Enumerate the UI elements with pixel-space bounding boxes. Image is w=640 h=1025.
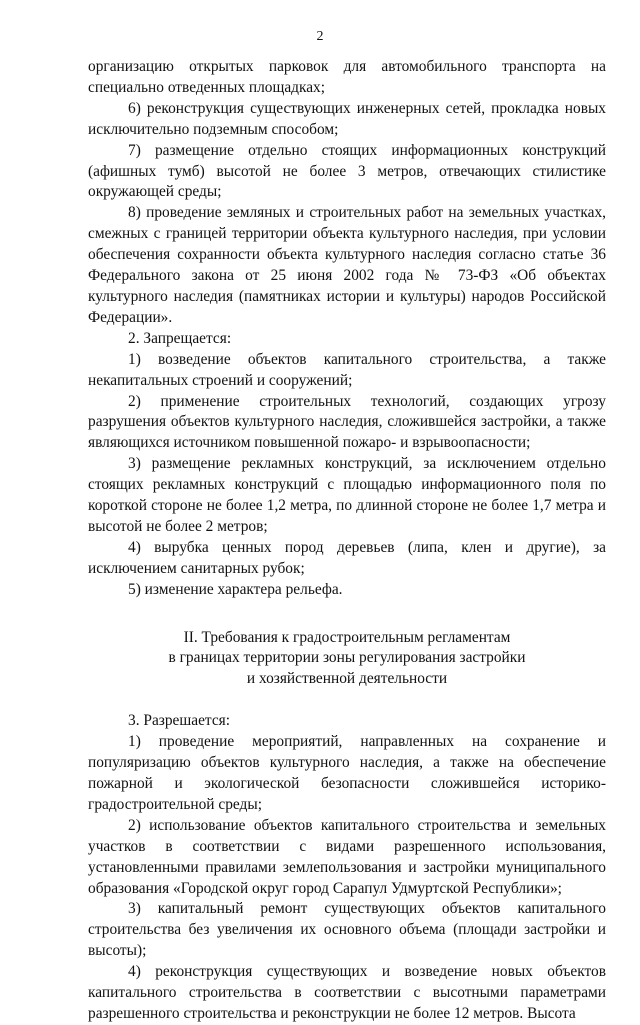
paragraph-item-6-engineering-networks: 6) реконструкция существующих инженерных сетей, прокладка новых исключительно подземным способом; [88,99,606,138]
paragraph-prohibited-item-4: 4) вырубка ценных пород деревьев (липа, клен и другие), за исключением санитарных рубок; [88,538,606,577]
paragraph-prohibited-item-2: 2) применение строительных технологий, создающих угрозу разрушения объектов культурного наследия, сложившейся застройки, а также являющихся источником повышенной пожаро- и взрывоопасности; [88,392,606,452]
paragraph-prohibited-item-3: 3) размещение рекламных конструкций, за исключением отдельно стоящих рекламных конструкций с площадью информационного поля по короткой стороне не более 1,2 метра, по длинной стороне не более 1,7 метра и высотой не более 2 метров; [88,455,606,535]
paragraph-section-2-prohibited: 2. Запрещается: [128,329,232,347]
paragraph-prohibited-item-5: 5) изменение характера рельефа. [128,580,343,598]
paragraph-section-3-allowed: 3. Разрешается: [128,712,231,730]
paragraph-allowed-item-1: 1) проведение мероприятий, направленных на сохранение и популяризацию объектов культурного наследия, а также на обеспечение пожарной и экологической безопасности сложившейся историко-градостроительной среды; [88,733,606,813]
paragraph-allowed-item-3: 3) капитальный ремонт существующих объектов капитального строительства без увеличения их основного объема (площади застройки и высоты); [88,900,606,960]
paragraph-allowed-item-2: 2) использование объектов капитального строительства и земельных участков в соответствии с видами разрешенного использования, установленными правилами землепользования и застройки муниципального образования «Городской округ город Сарапул Удмуртской Республики»; [88,816,606,897]
paragraph-parking-continuation: организацию открытых парковок для автомобильного транспорта на специально отведенных площадках; [88,58,606,96]
paragraph-item-7-info-structures: 7) размещение отдельно стоящих информационных конструкций (афишных тумб) высотой не более 3 метров, отвечающих стилистике окружающей среды; [88,141,606,201]
page-number: 2 [316,29,324,44]
paragraph-allowed-item-4: 4) реконструкция существующих и возведение новых объектов капитального строительства в соответствии с высотными параметрами разрешенного строительства и реконструкции не более 12 метров. Высота [88,963,606,1022]
paragraph-item-8-earthworks: 8) проведение земляных и строительных работ на земельных участках, смежных с границей территории объекта культурного наследия, при условии обеспечения сохранности объекта культурного наследия согласно статье 36 Федерального закона от 25 июня 2002 года № 73-ФЗ «Об объектах культурного наследия (памятниках истории и культуры) народов Российской Федерации». [88,204,606,326]
section-heading [88,628,606,691]
document-body [88,57,606,1025]
section-heading-line-3: и хозяйственной деятельности [246,670,448,688]
section-heading-line-1: II. Требования к градостроительным регламентам [183,628,511,646]
paragraph-prohibited-item-1: 1) возведение объектов капитального строительства, а также некапитальных строений и сооружений; [88,350,606,389]
section-heading-line-2: в границах территории зоны регулирования застройки [168,649,526,667]
